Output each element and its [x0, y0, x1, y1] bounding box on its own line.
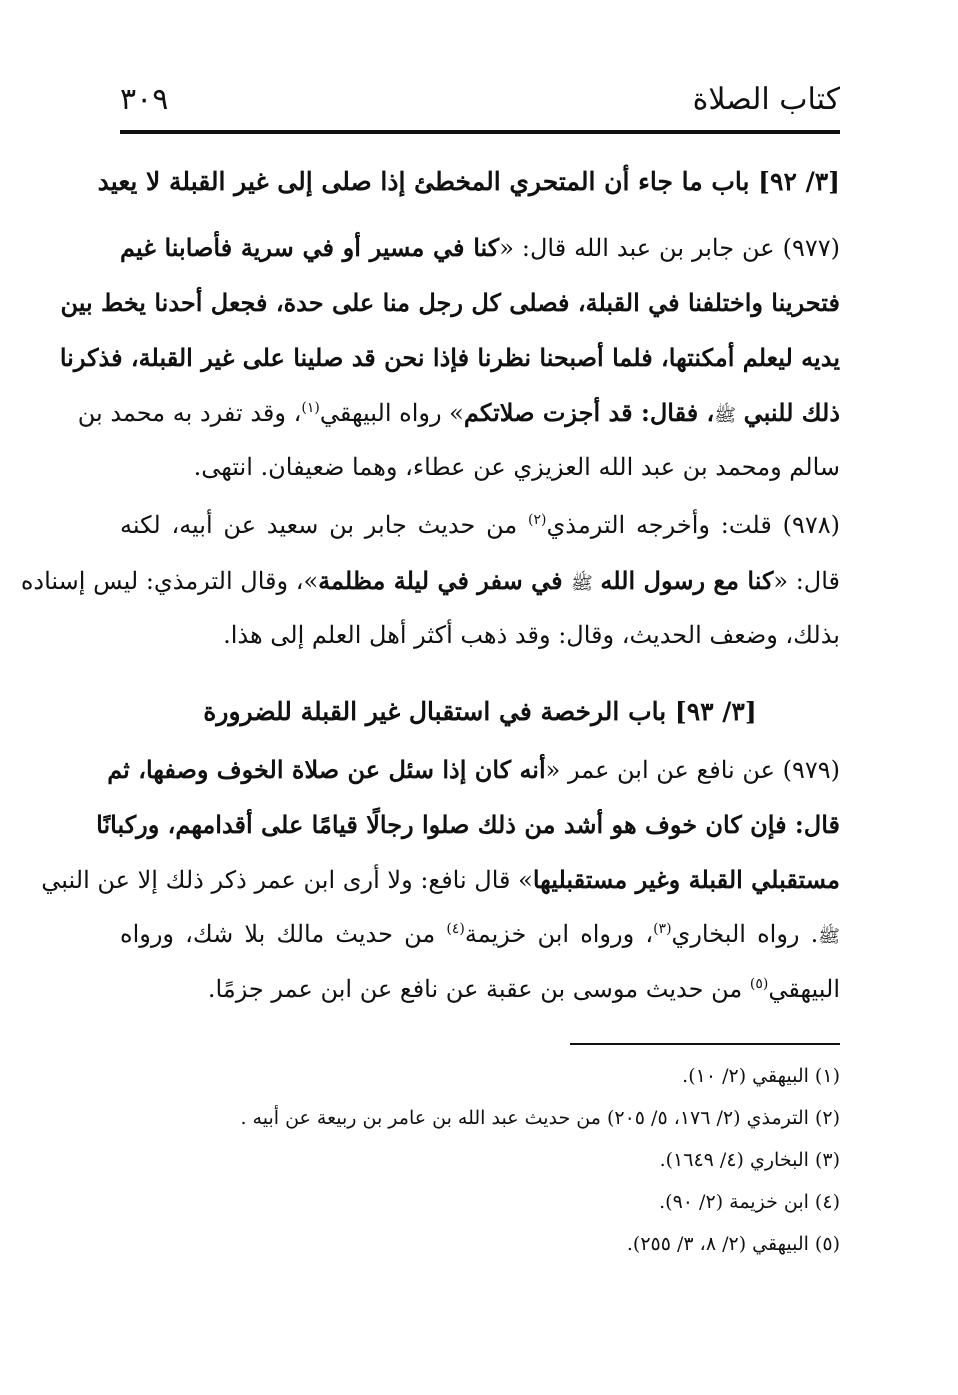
hadith-978-line-1: (٩٧٨) قلت: وأخرجه الترمذي$^{(٢)}$ من حديث جابر بن سعيد عن أبيه، لكنه — [120, 511, 841, 539]
running-title: كتاب الصلاة — [692, 82, 840, 117]
hadith-979-line-4: ﷺ. رواه البخاري$^{(٣)}$، ورواه ابن خزيمة$^{(٤)}$ من حديث مالك بلا شك، ورواه — [120, 920, 840, 948]
chapter-heading-92: [٣/ ٩٢] باب ما جاء أن المتحري المخطئ إذا صلى إلى غير القبلة لا يعيد — [97, 167, 840, 196]
hadith-978-line-3: بذلك، وضعف الحديث، وقال: وقد ذهب أكثر أهل العلم إلى هذا. — [223, 621, 840, 649]
chapter-heading-93: [٣/ ٩٣] باب الرخصة في استقبال غير القبلة للضرورة — [203, 697, 757, 726]
hadith-979 — [41, 742, 840, 1017]
hadith-977-line-4: ذلك للنبي ﷺ، فقال: قد أجزت صلاتكم» رواه البيهقي$^{(١)}$، وقد تفرد به محمد بن — [77, 398, 840, 427]
hadith-979-line-2: قال: فإن كان خوف هو أشد من ذلك صلوا رجالًا قيامًا على أقدامهم، وركبانًا — [96, 810, 840, 839]
header-rule — [120, 130, 840, 134]
footnote-ref-4[interactable]: (٤) — [446, 921, 465, 937]
footnote-1: (١) البيهقي (٢/ ١٠). — [682, 1065, 840, 1087]
footnote-ref-3[interactable]: (٣) — [653, 921, 672, 937]
salawat-symbol: ﷺ — [570, 573, 593, 594]
salawat-symbol: ﷺ — [714, 405, 737, 426]
hadith-977-line-3: يديه ليعلم أمكنتها، فلما أصبحنا نظرنا فإذا نحن قد صلينا على غير القبلة، فذكرنا — [59, 343, 840, 372]
hadith-977 — [59, 220, 840, 495]
hadith-977-line-1: (٩٧٧) عن جابر بن عبد الله قال: «كنا في مسير أو في سرية فأصابنا غيم — [120, 233, 840, 262]
hadith-978-line-2: قال: «كنا مع رسول الله ﷺ في سفر في ليلة مظلمة»، وقال الترمذي: ليس إسناده — [20, 566, 840, 595]
hadith-979-line-1: (٩٧٩) عن نافع عن ابن عمر «أنه كان إذا سئل عن صلاة الخوف وصفها، ثم — [107, 755, 840, 784]
hadith-977-line-5: سالم ومحمد بن عبد الله العزيزي عن عطاء، وهما ضعيفان. انتهى. — [193, 453, 840, 481]
footnotes — [120, 1055, 840, 1265]
footnote-5: (٥) البيهقي (٢/ ٨، ٣/ ٢٥٥). — [626, 1233, 840, 1255]
hadith-978 — [20, 498, 841, 663]
page-header — [120, 78, 840, 128]
page-number: ٣٠٩ — [120, 82, 169, 117]
footnote-3: (٣) البخاري (٤/ ١٦٤٩). — [659, 1149, 840, 1171]
footnote-2: (٢) الترمذي (٢/ ١٧٦، ٥/ ٢٠٥) من حديث عبد الله بن عامر بن ربيعة عن أبيه . — [240, 1107, 840, 1129]
hadith-979-line-3: مستقبلي القبلة وغير مستقبليها» قال نافع: ولا أرى ابن عمر ذكر ذلك إلا عن النبي — [41, 865, 840, 894]
hadith-979-line-5: البيهقي$^{(٥)}$ من حديث موسى بن عقبة عن نافع عن ابن عمر جزمًا. — [207, 975, 840, 1003]
footnote-4: (٤) ابن خزيمة (٢/ ٩٠). — [659, 1191, 840, 1213]
footnote-separator — [570, 1043, 840, 1045]
hadith-977-line-2: فتحرينا واختلفنا في القبلة، فصلى كل رجل منا على حدة، فجعل أحدنا يخط بين — [60, 288, 840, 317]
footnote-ref-1[interactable]: (١) — [301, 400, 320, 416]
footnote-ref-5[interactable]: (٥) — [749, 976, 769, 992]
footnote-ref-2[interactable]: (٢) — [528, 512, 547, 528]
salawat-symbol: ﷺ — [818, 926, 840, 947]
